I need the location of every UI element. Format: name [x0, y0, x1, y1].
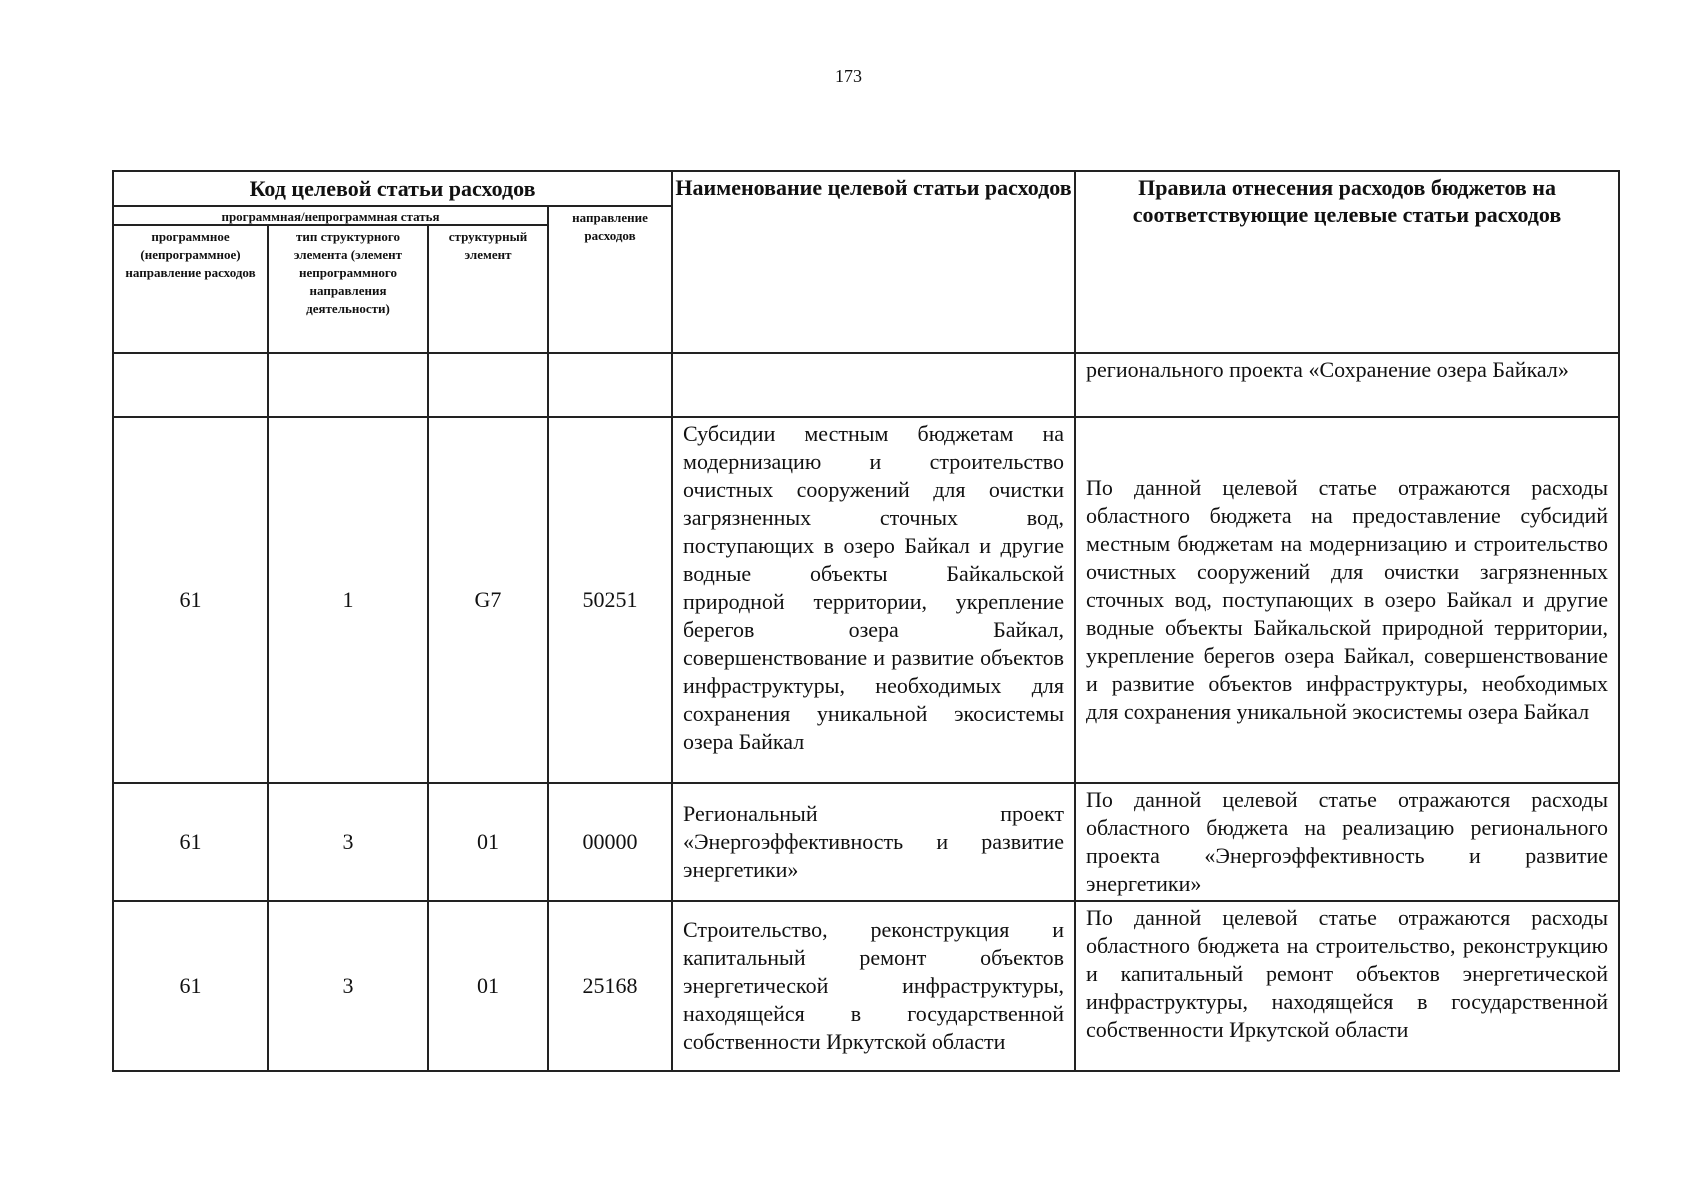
rule-cell: По данной целевой статье отражаются расходы областного бюджета на строительство, реконструкцию и капитальный ремонт объектов энергетической инфраструктуры, находящейся в государственной собственности Иркутской области: [1075, 901, 1619, 1071]
article-name-cell: Строительство, реконструкция и капитальный ремонт объектов энергетической инфраструктуры, находящейся в государственной собственности Иркутской области: [672, 901, 1075, 1071]
program-code-cell: 61: [113, 901, 268, 1071]
direction-code-cell: 50251: [548, 417, 672, 783]
rule-cell: По данной целевой статье отражаются расходы областного бюджета на предоставление субсидий местным бюджетам на модернизацию и строительство очистных сооружений для очистки загрязненных сточных вод, поступающих в озеро Байкал и другие водные объекты Байкальской природной территории, укрепление берегов озера Байкал, совершенствование и развитие объектов инфраструктуры, необходимых для сохранения уникальной экосистемы озера Байкал: [1075, 417, 1619, 783]
element-type-header: тип структурного элемента (элемент непрограммного направления деятельности): [268, 225, 428, 353]
article-name-cell: Региональный проект «Энергоэффективность и развитие энергетики»: [672, 783, 1075, 901]
code-group-header: Код целевой статьи расходов: [113, 171, 672, 206]
table-row: [113, 901, 1619, 1071]
table-row: [113, 783, 1619, 901]
type-code-cell: 3: [268, 901, 428, 1071]
program-direction-header: программное (непрограммное) направление расходов: [113, 225, 268, 353]
element-code-cell: 01: [428, 783, 548, 901]
rule-cell: По данной целевой статье отражаются расходы областного бюджета на реализацию регионального проекта «Энергоэффективность и развитие энергетики»: [1075, 783, 1619, 901]
type-code-cell: [268, 353, 428, 417]
element-code-cell: 01: [428, 901, 548, 1071]
element-code-cell: G7: [428, 417, 548, 783]
page-number: 173: [835, 66, 862, 86]
budget-classification-table: [112, 170, 1620, 1072]
direction-header: направление расходов: [548, 206, 672, 353]
element-code-cell: [428, 353, 548, 417]
article-name-cell: Субсидии местным бюджетам на модернизацию и строительство очистных сооружений для очистки загрязненных сточных вод, поступающих в озеро Байкал и другие водные объекты Байкальской природной территории, укрепление берегов озера Байкал, совершенствование и развитие объектов инфраструктуры, необходимых для сохранения уникальной экосистемы озера Байкал: [672, 417, 1075, 783]
article-name-cell: [672, 353, 1075, 417]
name-column-header: Наименование целевой статьи расходов: [672, 171, 1075, 353]
type-code-cell: 3: [268, 783, 428, 901]
program-article-header: программная/непрограммная статья: [113, 206, 548, 225]
direction-code-cell: [548, 353, 672, 417]
rules-column-header: Правила отнесения расходов бюджетов на соответствующие целевые статьи расходов: [1075, 171, 1619, 353]
program-code-cell: 61: [113, 417, 268, 783]
direction-code-cell: 25168: [548, 901, 672, 1071]
direction-code-cell: 00000: [548, 783, 672, 901]
program-code-cell: 61: [113, 783, 268, 901]
program-code-cell: [113, 353, 268, 417]
rule-cell: регионального проекта «Сохранение озера Байкал»: [1075, 353, 1619, 417]
structural-element-header: структурный элемент: [428, 225, 548, 353]
type-code-cell: 1: [268, 417, 428, 783]
table-row: [113, 417, 1619, 783]
table-row: [113, 353, 1619, 417]
